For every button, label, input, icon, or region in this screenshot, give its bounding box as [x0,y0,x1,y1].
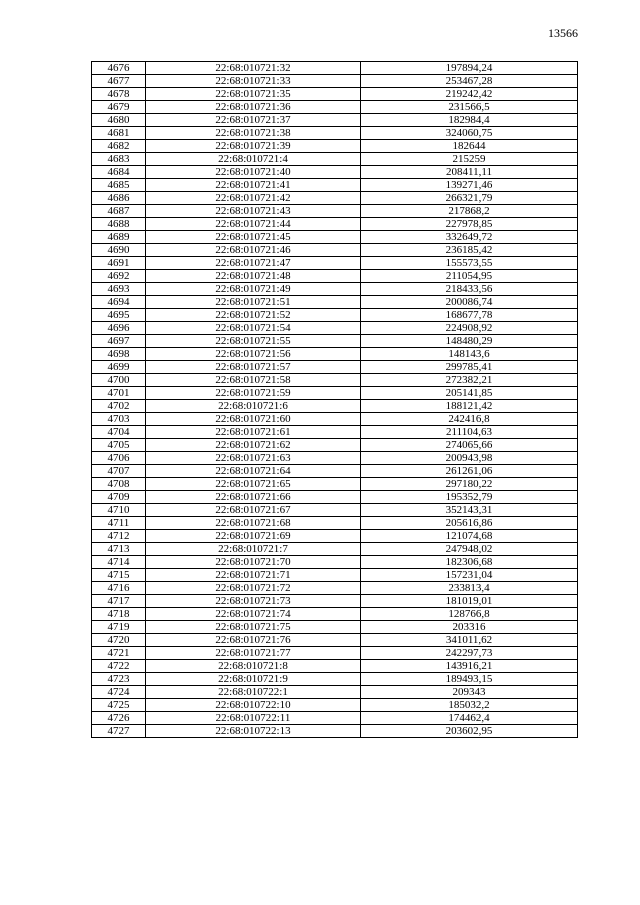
table-row [92,569,578,582]
row-number-cell: 4714 [92,556,146,569]
row-number-cell: 4694 [92,296,146,309]
value-cell: 157231,04 [361,569,578,582]
cadastral-number-cell: 22:68:010721:36 [146,101,361,114]
table-row [92,114,578,127]
row-number-cell: 4689 [92,231,146,244]
cadastral-number-cell: 22:68:010721:72 [146,582,361,595]
cadastral-number-cell: 22:68:010721:54 [146,322,361,335]
cadastral-number-cell: 22:68:010721:33 [146,75,361,88]
value-cell: 211104,63 [361,426,578,439]
cadastral-number-cell: 22:68:010722:1 [146,686,361,699]
table-row [92,621,578,634]
cadastral-number-cell: 22:68:010721:63 [146,452,361,465]
value-cell: 341011,62 [361,634,578,647]
row-number-cell: 4724 [92,686,146,699]
row-number-cell: 4695 [92,309,146,322]
table-row [92,88,578,101]
table-row [92,491,578,504]
table-row [92,543,578,556]
cadastral-number-cell: 22:68:010721:37 [146,114,361,127]
table-row [92,75,578,88]
cadastral-number-cell: 22:68:010721:64 [146,465,361,478]
row-number-cell: 4715 [92,569,146,582]
row-number-cell: 4700 [92,374,146,387]
table-body [92,62,578,738]
row-number-cell: 4677 [92,75,146,88]
value-cell: 242297,73 [361,647,578,660]
value-cell: 200943,98 [361,452,578,465]
value-cell: 182644 [361,140,578,153]
table-row [92,127,578,140]
value-cell: 217868,2 [361,205,578,218]
value-cell: 128766,8 [361,608,578,621]
table-row [92,101,578,114]
table-row [92,595,578,608]
value-cell: 155573,55 [361,257,578,270]
value-cell: 209343 [361,686,578,699]
row-number-cell: 4680 [92,114,146,127]
value-cell: 189493,15 [361,673,578,686]
table-row [92,426,578,439]
value-cell: 205616,86 [361,517,578,530]
table-row [92,725,578,738]
value-cell: 185032,2 [361,699,578,712]
row-number-cell: 4708 [92,478,146,491]
value-cell: 236185,42 [361,244,578,257]
row-number-cell: 4717 [92,595,146,608]
table-row [92,231,578,244]
value-cell: 188121,42 [361,400,578,413]
value-cell: 148480,29 [361,335,578,348]
page-number: 13566 [548,26,578,40]
value-cell: 219242,42 [361,88,578,101]
table-row [92,582,578,595]
cadastral-number-cell: 22:68:010721:68 [146,517,361,530]
row-number-cell: 4679 [92,101,146,114]
value-cell: 208411,11 [361,166,578,179]
row-number-cell: 4688 [92,218,146,231]
row-number-cell: 4726 [92,712,146,725]
cadastral-number-cell: 22:68:010721:45 [146,231,361,244]
cadastral-number-cell: 22:68:010721:43 [146,205,361,218]
value-cell: 121074,68 [361,530,578,543]
row-number-cell: 4719 [92,621,146,634]
table-row [92,244,578,257]
table-row [92,361,578,374]
table-row [92,452,578,465]
table-row [92,179,578,192]
value-cell: 181019,01 [361,595,578,608]
cadastral-number-cell: 22:68:010721:51 [146,296,361,309]
cadastral-number-cell: 22:68:010721:48 [146,270,361,283]
cadastral-number-cell: 22:68:010721:62 [146,439,361,452]
table-row [92,296,578,309]
row-number-cell: 4722 [92,660,146,673]
row-number-cell: 4690 [92,244,146,257]
value-cell: 200086,74 [361,296,578,309]
table-row [92,699,578,712]
table-row [92,309,578,322]
row-number-cell: 4684 [92,166,146,179]
cadastral-number-cell: 22:68:010722:11 [146,712,361,725]
cadastral-number-cell: 22:68:010721:41 [146,179,361,192]
table-row [92,634,578,647]
row-number-cell: 4701 [92,387,146,400]
cadastral-table [91,61,578,738]
table-row [92,439,578,452]
value-cell: 324060,75 [361,127,578,140]
table-row [92,556,578,569]
row-number-cell: 4686 [92,192,146,205]
value-cell: 274065,66 [361,439,578,452]
cadastral-number-cell: 22:68:010721:49 [146,283,361,296]
row-number-cell: 4696 [92,322,146,335]
table-row [92,335,578,348]
value-cell: 247948,02 [361,543,578,556]
row-number-cell: 4682 [92,140,146,153]
row-number-cell: 4692 [92,270,146,283]
table-row [92,413,578,426]
value-cell: 211054,95 [361,270,578,283]
value-cell: 218433,56 [361,283,578,296]
row-number-cell: 4676 [92,62,146,75]
cadastral-number-cell: 22:68:010721:66 [146,491,361,504]
value-cell: 231566,5 [361,101,578,114]
row-number-cell: 4709 [92,491,146,504]
row-number-cell: 4705 [92,439,146,452]
cadastral-number-cell: 22:68:010721:40 [146,166,361,179]
row-number-cell: 4713 [92,543,146,556]
table-row [92,712,578,725]
cadastral-number-cell: 22:68:010721:69 [146,530,361,543]
table-row [92,192,578,205]
value-cell: 143916,21 [361,660,578,673]
table-row [92,322,578,335]
row-number-cell: 4723 [92,673,146,686]
value-cell: 168677,78 [361,309,578,322]
row-number-cell: 4691 [92,257,146,270]
row-number-cell: 4702 [92,400,146,413]
table-row [92,387,578,400]
row-number-cell: 4707 [92,465,146,478]
value-cell: 139271,46 [361,179,578,192]
table-row [92,686,578,699]
cadastral-number-cell: 22:68:010721:9 [146,673,361,686]
cadastral-number-cell: 22:68:010721:73 [146,595,361,608]
cadastral-number-cell: 22:68:010721:39 [146,140,361,153]
cadastral-number-cell: 22:68:010721:38 [146,127,361,140]
value-cell: 233813,4 [361,582,578,595]
cadastral-number-cell: 22:68:010722:10 [146,699,361,712]
row-number-cell: 4716 [92,582,146,595]
row-number-cell: 4704 [92,426,146,439]
cadastral-number-cell: 22:68:010721:74 [146,608,361,621]
value-cell: 266321,79 [361,192,578,205]
table-row [92,153,578,166]
row-number-cell: 4710 [92,504,146,517]
table-row [92,465,578,478]
value-cell: 299785,41 [361,361,578,374]
row-number-cell: 4685 [92,179,146,192]
value-cell: 182306,68 [361,556,578,569]
row-number-cell: 4712 [92,530,146,543]
value-cell: 224908,92 [361,322,578,335]
table-row [92,517,578,530]
value-cell: 197894,24 [361,62,578,75]
cadastral-number-cell: 22:68:010721:7 [146,543,361,556]
cadastral-number-cell: 22:68:010721:35 [146,88,361,101]
row-number-cell: 4687 [92,205,146,218]
table-row [92,647,578,660]
value-cell: 205141,85 [361,387,578,400]
row-number-cell: 4681 [92,127,146,140]
table-row [92,62,578,75]
cadastral-number-cell: 22:68:010722:13 [146,725,361,738]
cadastral-number-cell: 22:68:010721:56 [146,348,361,361]
table-row [92,270,578,283]
cadastral-number-cell: 22:68:010721:70 [146,556,361,569]
cadastral-number-cell: 22:68:010721:8 [146,660,361,673]
table-row [92,608,578,621]
value-cell: 148143,6 [361,348,578,361]
row-number-cell: 4699 [92,361,146,374]
value-cell: 352143,31 [361,504,578,517]
cadastral-number-cell: 22:68:010721:67 [146,504,361,517]
row-number-cell: 4718 [92,608,146,621]
table-row [92,374,578,387]
row-number-cell: 4725 [92,699,146,712]
table-row [92,166,578,179]
cadastral-number-cell: 22:68:010721:59 [146,387,361,400]
cadastral-number-cell: 22:68:010721:61 [146,426,361,439]
table-row [92,140,578,153]
value-cell: 203602,95 [361,725,578,738]
cadastral-number-cell: 22:68:010721:46 [146,244,361,257]
table-row [92,218,578,231]
cadastral-number-cell: 22:68:010721:65 [146,478,361,491]
value-cell: 332649,72 [361,231,578,244]
value-cell: 203316 [361,621,578,634]
cadastral-number-cell: 22:68:010721:71 [146,569,361,582]
row-number-cell: 4720 [92,634,146,647]
cadastral-number-cell: 22:68:010721:47 [146,257,361,270]
value-cell: 253467,28 [361,75,578,88]
value-cell: 182984,4 [361,114,578,127]
value-cell: 215259 [361,153,578,166]
table-row [92,400,578,413]
value-cell: 297180,22 [361,478,578,491]
value-cell: 272382,21 [361,374,578,387]
table-row [92,504,578,517]
cadastral-number-cell: 22:68:010721:44 [146,218,361,231]
row-number-cell: 4721 [92,647,146,660]
table-row [92,283,578,296]
value-cell: 174462,4 [361,712,578,725]
cadastral-number-cell: 22:68:010721:76 [146,634,361,647]
row-number-cell: 4706 [92,452,146,465]
cadastral-number-cell: 22:68:010721:6 [146,400,361,413]
cadastral-number-cell: 22:68:010721:32 [146,62,361,75]
value-cell: 227978,85 [361,218,578,231]
value-cell: 195352,79 [361,491,578,504]
cadastral-number-cell: 22:68:010721:52 [146,309,361,322]
table-row [92,660,578,673]
cadastral-number-cell: 22:68:010721:57 [146,361,361,374]
row-number-cell: 4693 [92,283,146,296]
row-number-cell: 4711 [92,517,146,530]
value-cell: 242416,8 [361,413,578,426]
row-number-cell: 4703 [92,413,146,426]
cadastral-number-cell: 22:68:010721:55 [146,335,361,348]
cadastral-number-cell: 22:68:010721:58 [146,374,361,387]
table-row [92,478,578,491]
row-number-cell: 4683 [92,153,146,166]
cadastral-number-cell: 22:68:010721:77 [146,647,361,660]
row-number-cell: 4697 [92,335,146,348]
table-row [92,673,578,686]
table-row [92,257,578,270]
table-row [92,530,578,543]
table-row [92,205,578,218]
table-row [92,348,578,361]
cadastral-number-cell: 22:68:010721:75 [146,621,361,634]
row-number-cell: 4727 [92,725,146,738]
cadastral-number-cell: 22:68:010721:60 [146,413,361,426]
cadastral-number-cell: 22:68:010721:42 [146,192,361,205]
cadastral-number-cell: 22:68:010721:4 [146,153,361,166]
row-number-cell: 4678 [92,88,146,101]
value-cell: 261261,06 [361,465,578,478]
row-number-cell: 4698 [92,348,146,361]
